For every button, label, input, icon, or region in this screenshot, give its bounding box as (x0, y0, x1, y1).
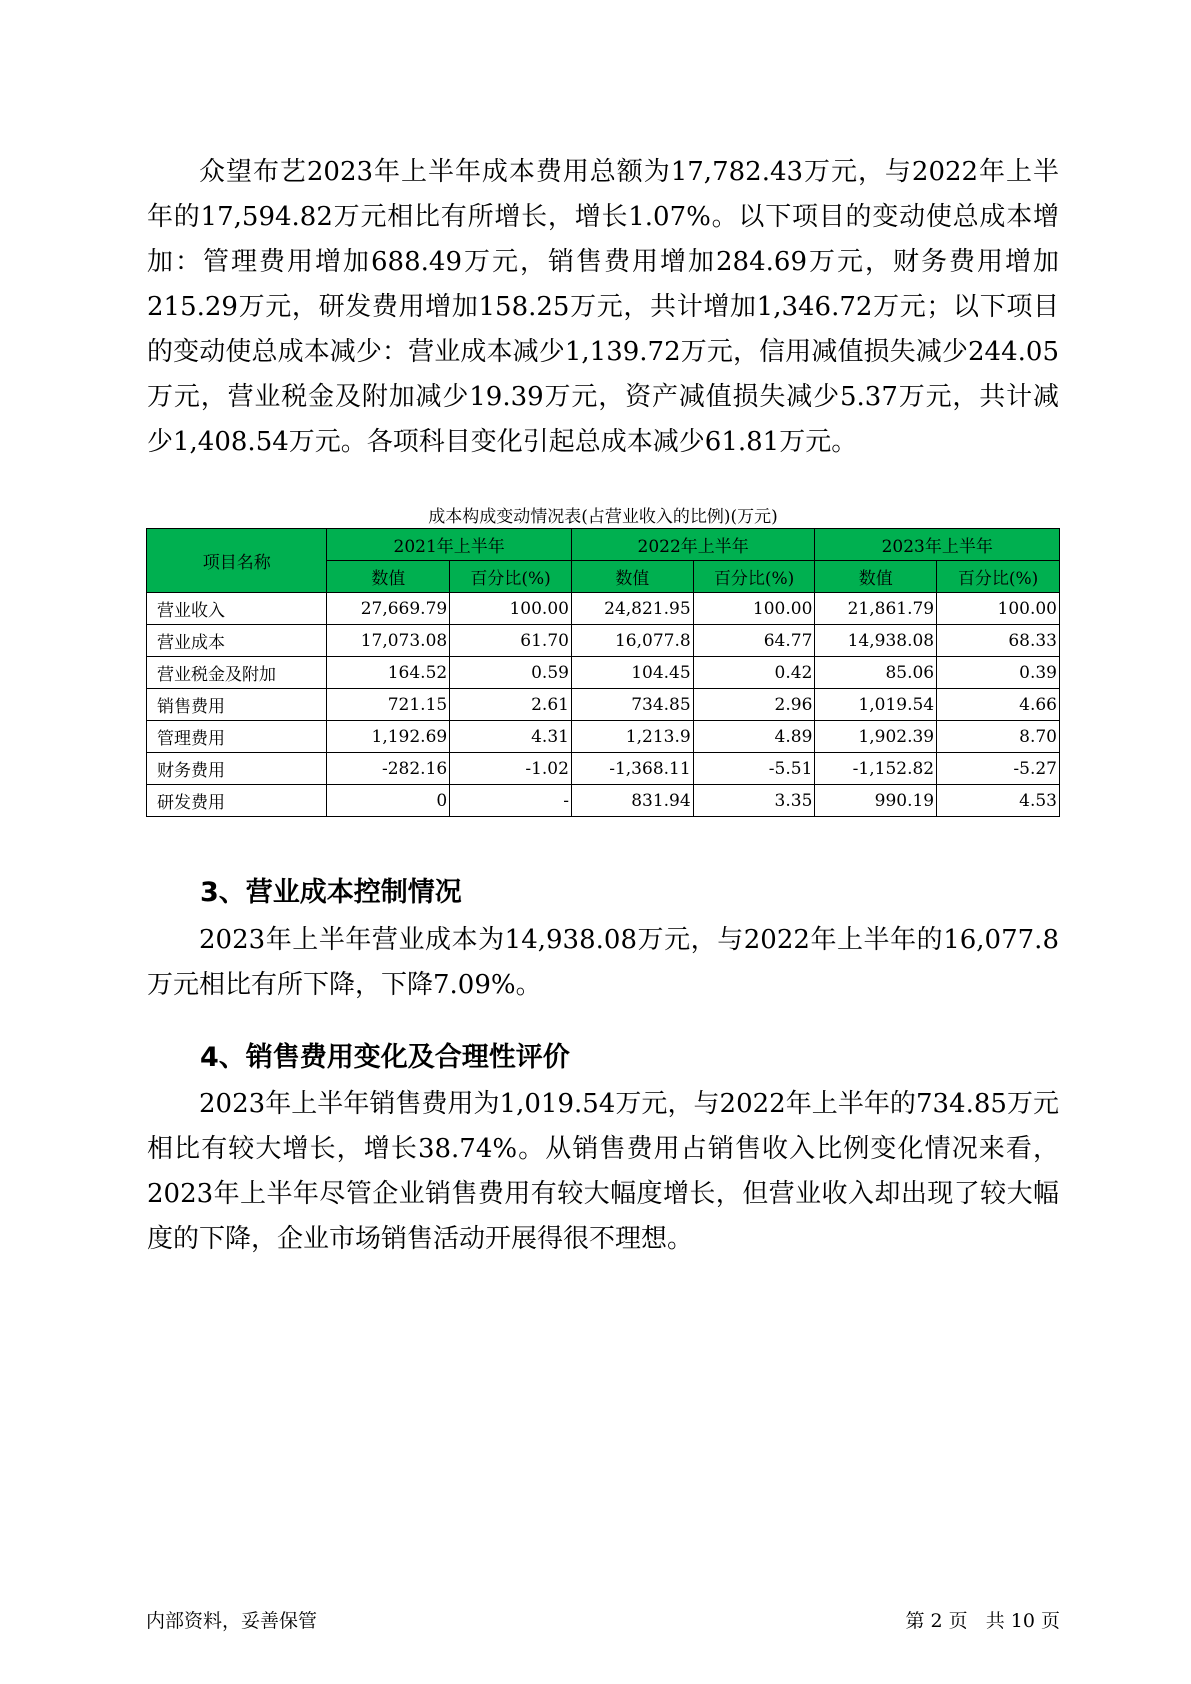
cell-percent: 100.00 (450, 593, 572, 625)
cell-percent: 4.53 (937, 785, 1060, 817)
cell-percent: 3.35 (693, 785, 815, 817)
cell-percent: 0.42 (693, 657, 815, 689)
cell-value: -1,368.11 (571, 753, 693, 785)
section-heading-operating-cost: 3、营业成本控制情况 (200, 877, 462, 908)
cell-percent: 61.70 (450, 625, 572, 657)
cell-value: -282.16 (327, 753, 450, 785)
cell-percent: 2.61 (450, 689, 572, 721)
table-body (147, 593, 1060, 817)
cell-value: 1,213.9 (571, 721, 693, 753)
header-period-2021: 2021年上半年 (327, 529, 572, 561)
subheader-value: 数值 (327, 561, 450, 593)
row-item-name: 营业收入 (147, 593, 327, 625)
cell-value: 1,902.39 (815, 721, 937, 753)
cell-percent: 4.66 (937, 689, 1060, 721)
subheader-percent: 百分比(%) (450, 561, 572, 593)
footer-confidential-note: 内部资料，妥善保管 (146, 1610, 318, 1632)
row-item-name: 研发费用 (147, 785, 327, 817)
cell-value: 104.45 (571, 657, 693, 689)
cell-value: 17,073.08 (327, 625, 450, 657)
row-item-name: 销售费用 (147, 689, 327, 721)
subheader-value: 数值 (815, 561, 937, 593)
cell-value: 721.15 (327, 689, 450, 721)
table-row (147, 657, 1060, 689)
cell-value: 85.06 (815, 657, 937, 689)
paragraph-cost-summary: 众望布艺2023年上半年成本费用总额为17,782.43万元，与2022年上半年的17,594.82万元相比有所增长，增长1.07%。以下项目的变动使总成本增加：管理费用增加688.49万元，销售费用增加284.69万元，财务费用增加215.29万元，研发费用增加158.25万元，共计增加1,346.72万元；以下项目的变动使总成本减少：营业成本减少1,139.72万元，信用减值损失减少244.05万元，营业税金及附加减少19.39万元，资产减值损失减少5.37万元，共计减少1,408.54万元。各项科目变化引起总成本减少61.81万元。 (147, 157, 1059, 457)
cell-percent: -1.02 (450, 753, 572, 785)
cell-percent: 0.39 (937, 657, 1060, 689)
cell-percent: - (450, 785, 572, 817)
cell-value: 16,077.8 (571, 625, 693, 657)
cell-percent: 100.00 (937, 593, 1060, 625)
subheader-value: 数值 (571, 561, 693, 593)
header-period-2022: 2022年上半年 (571, 529, 814, 561)
footer-page-number: 第 2 页 共 10 页 (905, 1610, 1060, 1632)
cell-value: 164.52 (327, 657, 450, 689)
paragraph-sales-expense: 2023年上半年销售费用为1,019.54万元，与2022年上半年的734.85万元相比有较大增长，增长38.74%。从销售费用占销售收入比例变化情况来看，2023年上半年尽管企业销售费用有较大幅度增长，但营业收入却出现了较大幅度的下降，企业市场销售活动开展得很不理想。 (147, 1089, 1059, 1254)
cell-value: 1,192.69 (327, 721, 450, 753)
row-item-name: 营业成本 (147, 625, 327, 657)
cell-value: 21,861.79 (815, 593, 937, 625)
cell-value: 14,938.08 (815, 625, 937, 657)
table-row (147, 625, 1060, 657)
cell-value: -1,152.82 (815, 753, 937, 785)
cell-percent: 100.00 (693, 593, 815, 625)
cell-value: 0 (327, 785, 450, 817)
cell-percent: 4.89 (693, 721, 815, 753)
row-item-name: 营业税金及附加 (147, 657, 327, 689)
subheader-percent: 百分比(%) (937, 561, 1060, 593)
cell-percent: 64.77 (693, 625, 815, 657)
cell-percent: -5.51 (693, 753, 815, 785)
cell-percent: 68.33 (937, 625, 1060, 657)
table-row (147, 785, 1060, 817)
table-caption: 成本构成变动情况表(占营业收入的比例)(万元) (428, 507, 778, 527)
header-period-2023: 2023年上半年 (815, 529, 1060, 561)
cell-value: 27,669.79 (327, 593, 450, 625)
cell-percent: 8.70 (937, 721, 1060, 753)
cell-value: 24,821.95 (571, 593, 693, 625)
table-row (147, 689, 1060, 721)
cell-value: 734.85 (571, 689, 693, 721)
table-row (147, 721, 1060, 753)
row-item-name: 财务费用 (147, 753, 327, 785)
cell-percent: 0.59 (450, 657, 572, 689)
cell-value: 831.94 (571, 785, 693, 817)
paragraph-operating-cost: 2023年上半年营业成本为14,938.08万元，与2022年上半年的16,077.8万元相比有所下降，下降7.09%。 (147, 925, 1059, 1000)
cell-percent: -5.27 (937, 753, 1060, 785)
row-item-name: 管理费用 (147, 721, 327, 753)
cost-structure-table (146, 528, 1060, 817)
table-row (147, 593, 1060, 625)
cell-value: 990.19 (815, 785, 937, 817)
cell-percent: 4.31 (450, 721, 572, 753)
table-row (147, 753, 1060, 785)
cell-percent: 2.96 (693, 689, 815, 721)
subheader-percent: 百分比(%) (693, 561, 815, 593)
cell-value: 1,019.54 (815, 689, 937, 721)
table-header-row (147, 529, 1060, 561)
section-heading-sales-expense: 4、销售费用变化及合理性评价 (200, 1042, 570, 1073)
header-item-name: 项目名称 (147, 529, 327, 593)
